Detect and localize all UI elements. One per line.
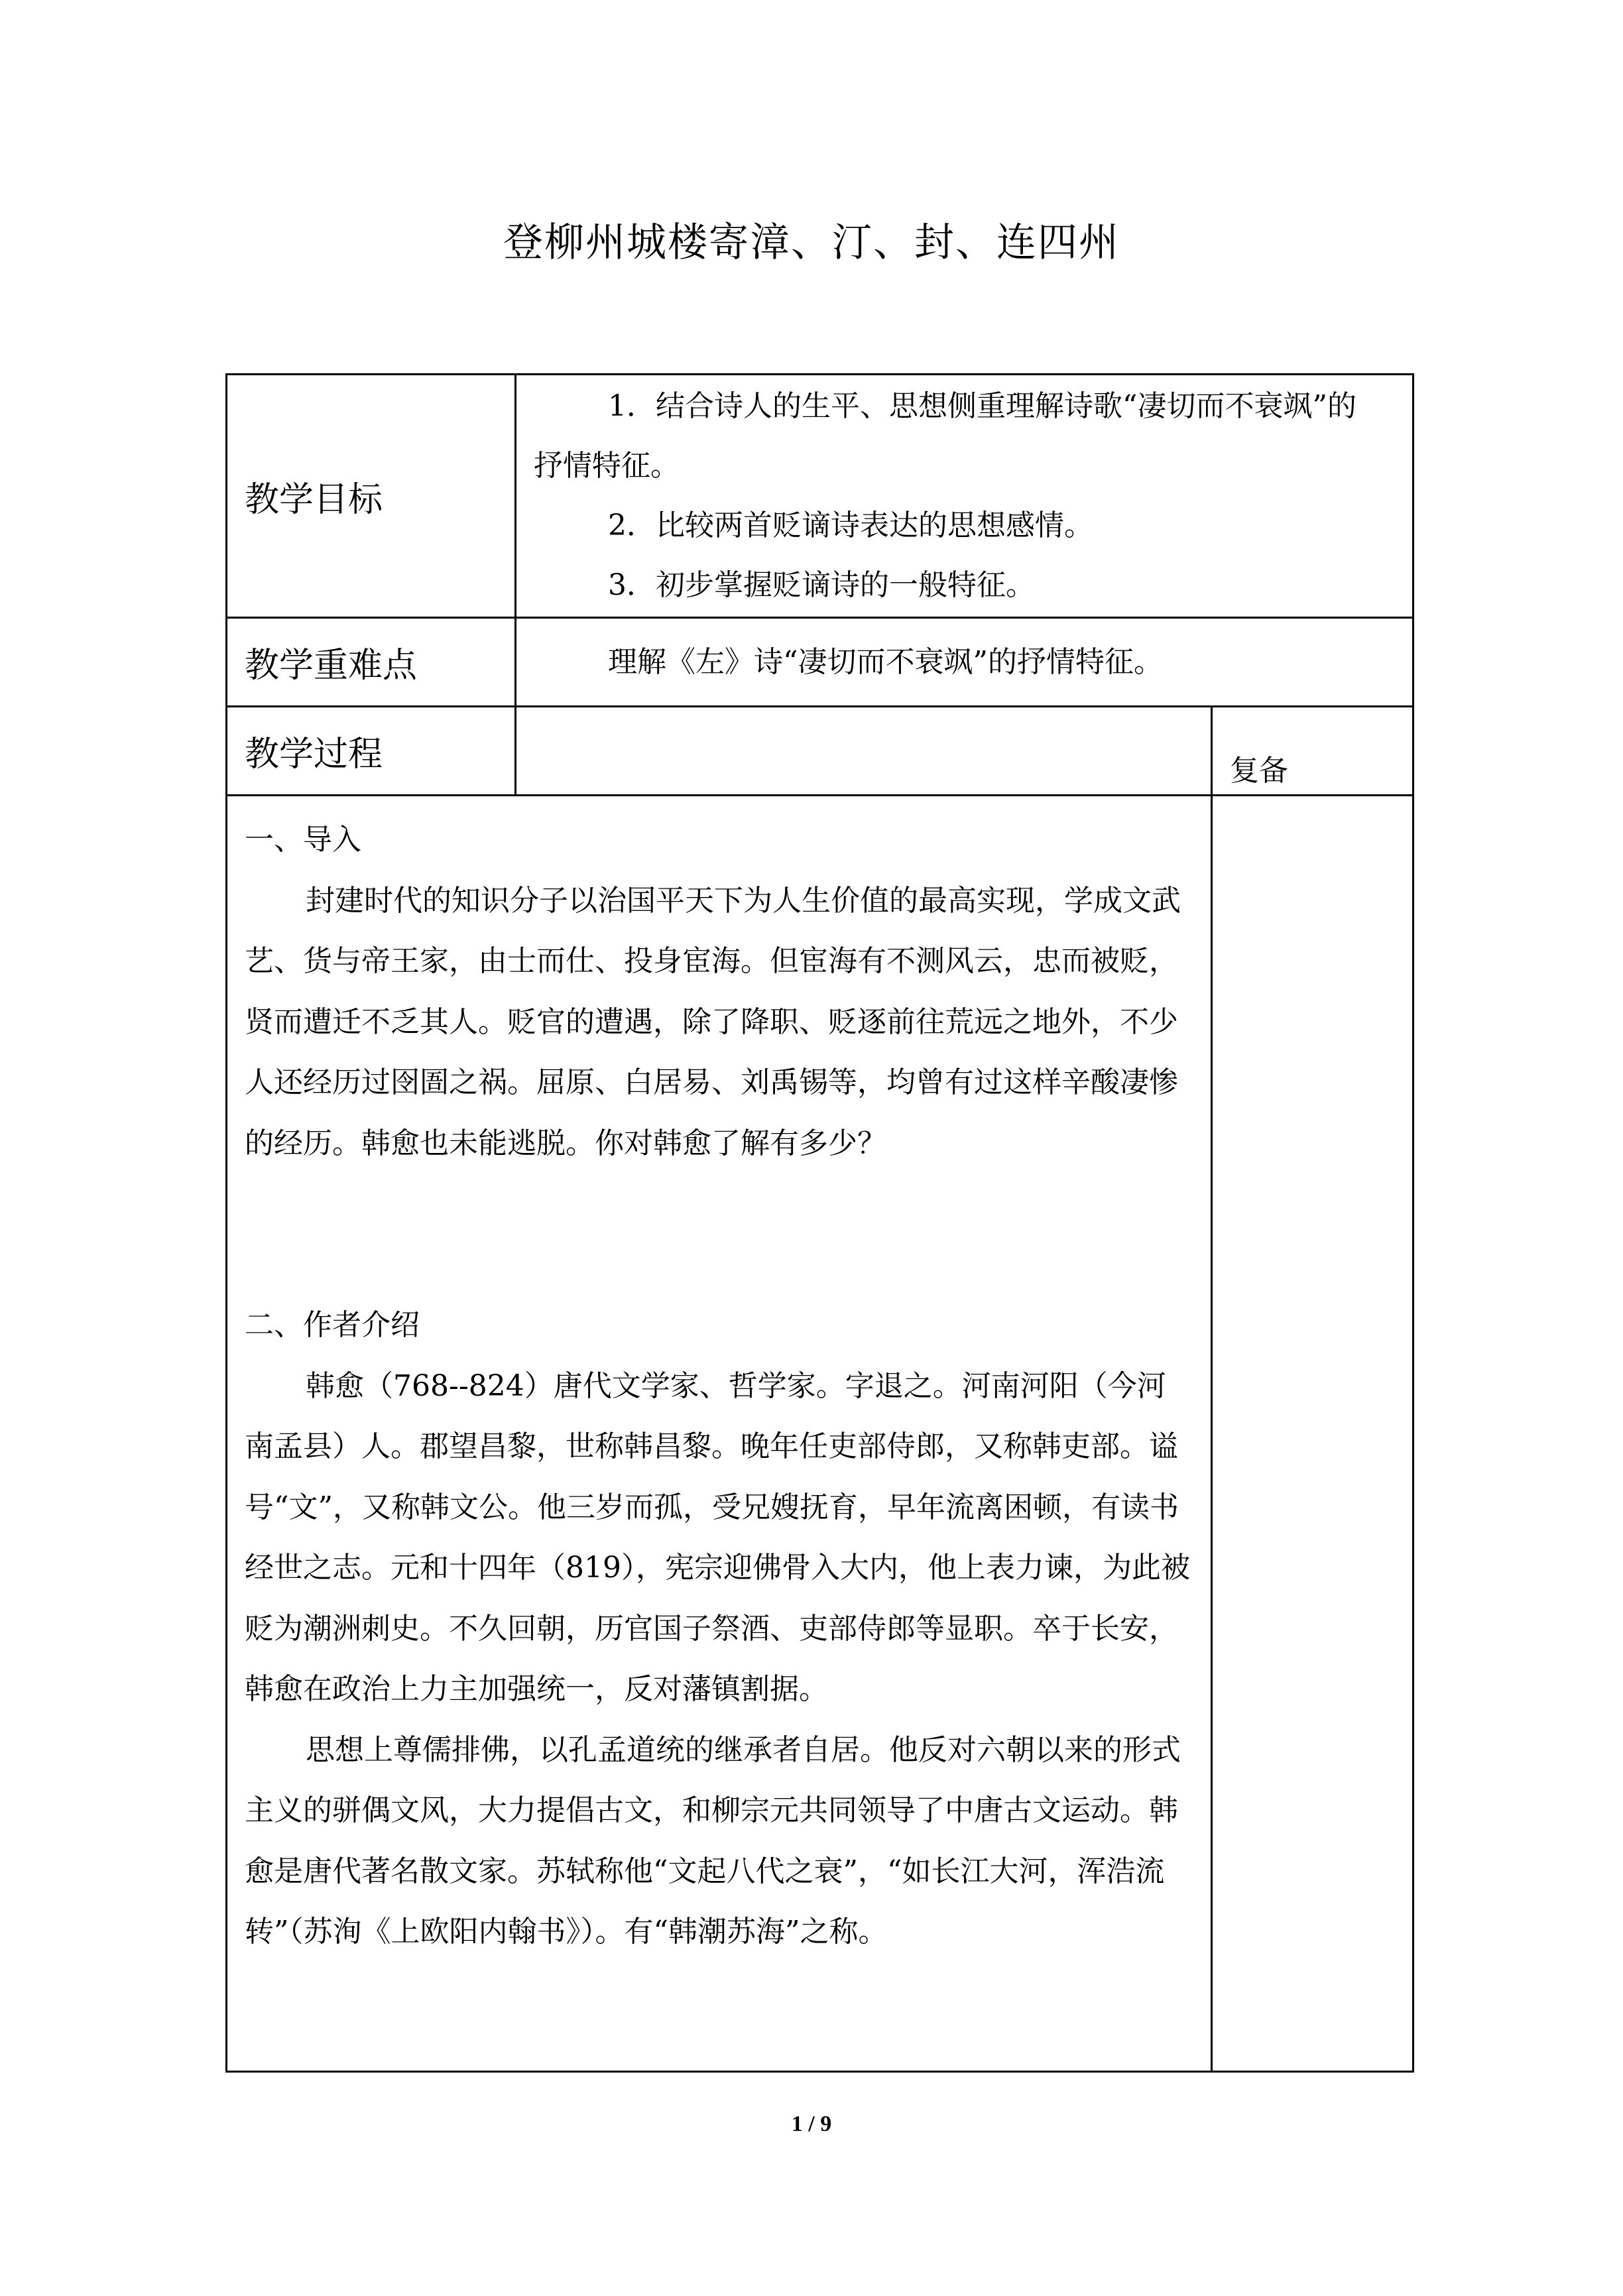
process-label: 教学过程 (227, 707, 516, 796)
blank-line (245, 1174, 1195, 1295)
focus-content (516, 618, 1413, 707)
focus-label: 教学重难点 (227, 618, 516, 707)
page-number: 1 / 9 (791, 2112, 832, 2136)
focus-row (227, 618, 1413, 707)
focus-text: 理解《左》诗“凄切而不衰飒”的抒情特征。 (608, 644, 1163, 679)
review-column (1212, 796, 1413, 2072)
section-paragraph: 韩愈（768--824）唐代文学家、哲学家。字退之。河南河阳（今河南孟县）人。郡望昌黎，世称韩昌黎。晚年任吏部侍郎，又称韩吏部。谥号“文”，又称韩文公。他三岁而孤，受兄嫂抚育，早年流离困顿，有读书经世之志。元和十四年（819），宪宗迎佛骨入大内，他上表力谏，为此被贬为潮洲刺史。不久回朝，历官国子祭酒、吏部侍郎等显职。卒于长安，韩愈在政治上力主加强统一，反对藩镇割据。 (245, 1368, 1190, 1706)
goals-label: 教学目标 (227, 375, 516, 618)
goal-item: 2．比较两首贬谪诗表达的思想感情。 (608, 509, 1093, 542)
goals-content (516, 375, 1413, 618)
process-body-row (227, 796, 1413, 2072)
review-label: 复备 (1212, 707, 1413, 796)
goals-row (227, 375, 1413, 618)
section-paragraph: 思想上尊儒排佛，以孔孟道统的继承者自居。他反对六朝以来的形式主义的骈偶文风，大力提倡古文，和柳宗元共同领导了中唐古文运动。韩愈是唐代著名散文家。苏轼称他“文起八代之衰”，“如长江大河，浑浩流转”（苏洵《上欧阳内翰书》）。有“韩潮苏海”之称。 (245, 1732, 1181, 1949)
section-heading: 一、导入 (245, 823, 361, 857)
lesson-plan-table (225, 373, 1414, 2073)
document-title: 登柳州城楼寄漳、汀、封、连四州 (503, 219, 1120, 266)
process-body (227, 796, 1212, 2072)
section-heading: 二、作者介绍 (245, 1308, 420, 1342)
process-header-row (227, 707, 1413, 796)
goal-item: 1．结合诗人的生平、思想侧重理解诗歌“凄切而不衰飒”的抒情特征。 (534, 389, 1356, 483)
process-header-blank (516, 707, 1212, 796)
goal-item: 3．初步掌握贬谪诗的一般特征。 (608, 568, 1035, 602)
section-paragraph: 封建时代的知识分子以治国平天下为人生价值的最高实现，学成文武艺、货与帝王家，由士而仕、投身宦海。但宦海有不测风云，忠而被贬，贤而遭迁不乏其人。贬官的遭遇，除了降职、贬逐前往荒远之地外，不少人还经历过囹圄之祸。屈原、白居易、刘禹锡等，均曾有过这样辛酸凄惨的经历。韩愈也未能逃脱。你对韩愈了解有多少？ (245, 883, 1181, 1160)
